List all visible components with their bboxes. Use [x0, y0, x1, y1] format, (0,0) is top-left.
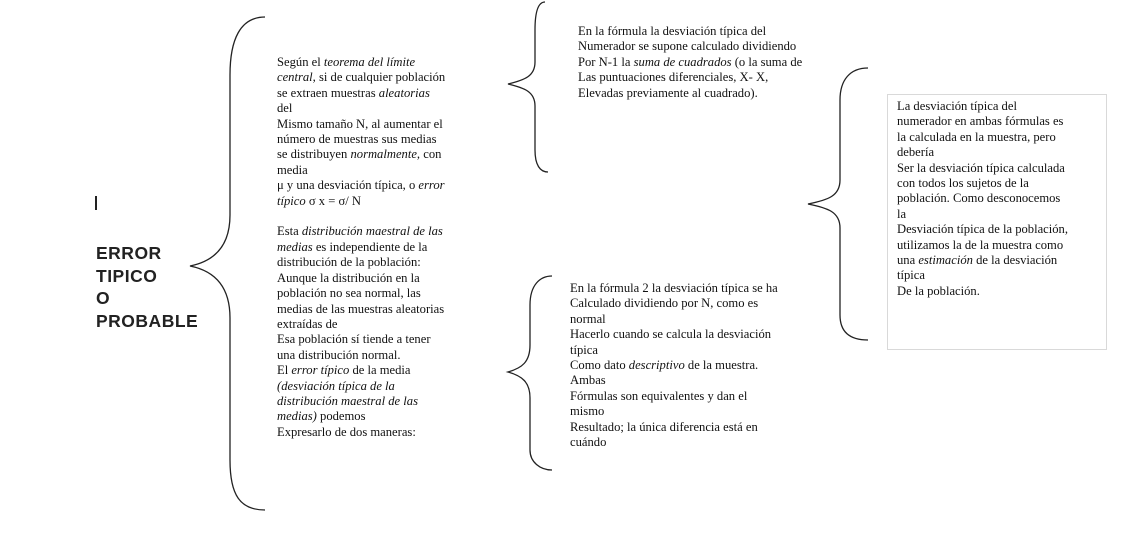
- text-segment: Calculado dividiendo por N, como es: [570, 296, 759, 311]
- col1-line: [277, 302, 445, 317]
- text-segment: suma de cuadrados: [633, 54, 732, 69]
- col1-line: [277, 409, 445, 424]
- text-segment: distribución maestral de las: [301, 224, 443, 239]
- main-brace: [190, 17, 265, 510]
- text-segment: μ y una desviación típica, o: [277, 178, 419, 193]
- text-segment: población. Como desconocemos: [897, 191, 1061, 206]
- text-segment: Numerador se supone calculado dividiendo: [578, 39, 797, 54]
- col3-line: [897, 145, 1068, 160]
- col3-line: [897, 268, 1068, 283]
- text-segment: medias): [277, 409, 317, 424]
- col1-line: [277, 332, 445, 347]
- text-segment: se distribuyen: [277, 147, 351, 162]
- text-segment: central,: [277, 70, 316, 85]
- col2-top-line: [578, 39, 802, 54]
- text-segment: teorema del límite: [323, 55, 416, 69]
- upper-brace: [508, 2, 548, 172]
- text-segment: numerador en ambas fórmulas es: [897, 114, 1064, 129]
- text-segment: es independiente de la: [312, 239, 428, 254]
- text-segment: extraídas de: [277, 316, 338, 331]
- text-segment: media: [277, 162, 308, 177]
- text-segment: Ser la desviación típica calculada: [897, 160, 1065, 175]
- col3-line: [897, 253, 1068, 268]
- text-segment: de la desviación: [972, 253, 1058, 268]
- text-segment: de la media: [349, 363, 411, 378]
- col1-line: [277, 55, 445, 70]
- text-segment: Como dato: [570, 358, 629, 373]
- col3-line: [897, 191, 1068, 206]
- text-segment: la calculada en la muestra, pero: [897, 129, 1056, 144]
- text-segment: El: [277, 363, 292, 378]
- text-segment: De la población.: [897, 283, 980, 298]
- text-segment: distribución maestral de las: [277, 393, 418, 408]
- col2-top-line: [578, 24, 802, 39]
- col2-bottom-line: [570, 312, 778, 327]
- text-segment: aleatorias: [378, 85, 430, 100]
- col1-line: [277, 86, 445, 101]
- text-segment: número de muestras sus medias: [277, 132, 437, 147]
- col2-bottom-line: [570, 373, 778, 388]
- title-line: ERROR: [96, 243, 162, 263]
- text-segment: (desviación típica de la: [277, 378, 395, 393]
- text-segment: Las puntuaciones diferenciales, X- X,: [578, 70, 769, 85]
- text-segment: típico: [277, 193, 306, 208]
- col1-line: [277, 379, 445, 394]
- text-segment: normal: [570, 311, 606, 326]
- col3-line: [897, 114, 1068, 129]
- col3-line: [897, 222, 1068, 237]
- lower-brace: [508, 276, 552, 470]
- text-segment: Mismo tamaño N, al aumentar el: [277, 116, 443, 131]
- col3-line: [897, 176, 1068, 191]
- col1-line: [277, 163, 445, 178]
- col2-top-line: [578, 86, 802, 101]
- text-segment: típica: [570, 342, 598, 357]
- title-line: O: [96, 288, 111, 308]
- text-segment: error típico: [291, 363, 350, 378]
- col1-line: [277, 178, 445, 193]
- col1-line: [277, 317, 445, 332]
- text-segment: distribución de la población:: [277, 255, 421, 270]
- col1-line: [277, 132, 445, 147]
- col2-top-line: [578, 55, 802, 70]
- text-segment: medias de las muestras aleatorias: [277, 301, 445, 316]
- text-segment: La desviación típica del: [897, 99, 1017, 113]
- text-segment: podemos: [316, 409, 366, 424]
- right-brace: [808, 68, 868, 340]
- text-segment: Esa población sí tiende a tener: [277, 332, 431, 347]
- col3-line: [897, 161, 1068, 176]
- text-segment: En la fórmula la desviación típica del: [578, 24, 767, 38]
- text-segment: Fórmulas son equivalentes y dan el: [570, 388, 748, 403]
- col2-bottom-line: [570, 327, 778, 342]
- col2-bottom-line: [570, 296, 778, 311]
- text-segment: típica: [897, 268, 925, 283]
- text-segment: (o la suma de: [731, 54, 803, 69]
- text-segment: una: [897, 253, 919, 268]
- text-segment: En la fórmula 2 la desviación típica se ha: [570, 281, 778, 295]
- text-segment: debería: [897, 145, 935, 160]
- text-segment: población no sea normal, las: [277, 286, 421, 301]
- text-segment: Aunque la distribución en la: [277, 270, 420, 285]
- col1-text: [277, 55, 445, 440]
- text-segment: Desviación típica de la población,: [897, 222, 1069, 237]
- col2-bottom-text: [570, 281, 778, 450]
- col1-line: [277, 117, 445, 132]
- col2-bottom-line: [570, 435, 778, 450]
- text-segment: con: [420, 147, 442, 162]
- col1-line: [277, 271, 445, 286]
- col1-line: [277, 70, 445, 85]
- text-segment: Según el: [277, 55, 324, 69]
- col1-line: [277, 147, 445, 162]
- col1-line: [277, 209, 445, 224]
- col1-line: [277, 425, 445, 440]
- col2-bottom-line: [570, 281, 778, 296]
- text-segment: Elevadas previamente al cuadrado).: [578, 85, 758, 100]
- text-segment: la: [897, 206, 907, 221]
- col2-top-text: [578, 24, 802, 101]
- text-segment: error: [418, 178, 445, 193]
- col2-bottom-line: [570, 343, 778, 358]
- text-segment: una distribución normal.: [277, 347, 401, 362]
- text-segment: si de cualquier población: [315, 70, 446, 85]
- col3-line: [897, 99, 1068, 114]
- col3-line: [897, 130, 1068, 145]
- col3-line: [897, 238, 1068, 253]
- text-segment: se extraen muestras: [277, 85, 379, 100]
- col1-line: [277, 240, 445, 255]
- col1-line: [277, 348, 445, 363]
- col1-line: [277, 286, 445, 301]
- col1-line: [277, 224, 445, 239]
- text-segment: normalmente,: [350, 147, 421, 162]
- title-line: PROBABLE: [96, 310, 199, 331]
- text-segment: Hacerlo cuando se calcula la desviación: [570, 327, 772, 342]
- text-segment: Expresarlo de dos maneras:: [277, 424, 416, 439]
- text-segment: σ x = σ/ N: [305, 193, 362, 208]
- col1-line: [277, 101, 445, 116]
- text-segment: Resultado; la única diferencia está en: [570, 419, 758, 434]
- text-segment: estimación: [918, 253, 973, 268]
- col2-bottom-line: [570, 420, 778, 435]
- text-segment: mismo: [570, 404, 605, 419]
- text-segment: cuándo: [570, 435, 607, 450]
- text-segment: utilizamos la de la muestra como: [897, 237, 1064, 252]
- text-segment: medias: [277, 239, 313, 254]
- col1-line: [277, 194, 445, 209]
- text-segment: descriptivo: [628, 358, 685, 373]
- text-segment: del: [277, 101, 293, 116]
- text-segment: Ambas: [570, 373, 606, 388]
- col2-bottom-line: [570, 358, 778, 373]
- col2-bottom-line: [570, 404, 778, 419]
- col2-top-line: [578, 70, 802, 85]
- text-segment: Esta: [277, 224, 302, 239]
- col2-bottom-line: [570, 389, 778, 404]
- col1-line: [277, 363, 445, 378]
- col1-line: [277, 255, 445, 270]
- text-segment: de la muestra.: [684, 358, 759, 373]
- text-segment: con todos los sujetos de la: [897, 176, 1029, 191]
- col1-line: [277, 394, 445, 409]
- text-segment: Por N-1 la: [578, 54, 634, 69]
- col3-line: [897, 207, 1068, 222]
- title-line: TIPICO: [96, 265, 158, 286]
- col3-text: [897, 99, 1068, 299]
- col3-line: [897, 284, 1068, 299]
